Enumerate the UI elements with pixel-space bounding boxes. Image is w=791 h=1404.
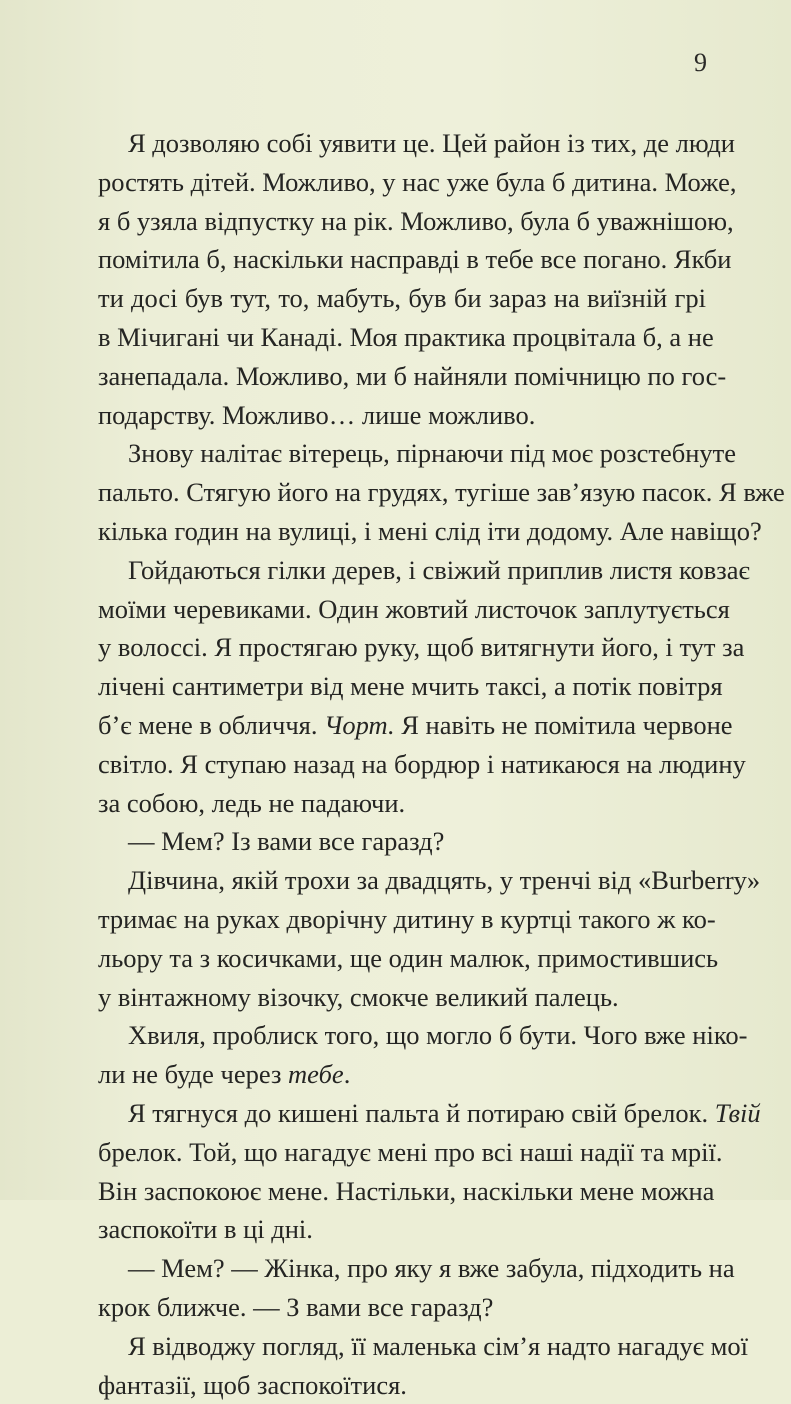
text-segment: кілька годин на вулиці, і мені слід іти додому. Але навіщо? [98,516,762,546]
text-segment: в Мічигані чи Канаді. Моя практика процвітала б, а не [98,322,714,352]
text-segment: Я навіть не помітила червоне [395,710,733,740]
text-segment: лічені сантиметри від мене мчить таксі, а потік повітря [98,671,723,701]
text-line [98,667,706,706]
text-segment: моїми черевиками. Один жовтий листочок заплутується [98,594,730,624]
text-line [98,357,706,396]
text-segment: Хвиля, проблиск того, що могло б бути. Чого вже ніко- [128,1020,747,1050]
text-line [98,1210,706,1249]
text-line [98,512,706,551]
text-segment: у волоссі. Я простягаю руку, щоб витягнути його, і тут за [98,632,744,662]
paragraph [98,1094,706,1249]
paragraph [98,1327,706,1404]
text-line [98,1016,706,1055]
text-line [98,1288,706,1327]
text-line [98,1133,706,1172]
text-line [98,590,706,629]
text-line [98,202,706,241]
text-segment: Знову налітає вітерець, пірнаючи під моє розстебнуте [128,438,736,468]
text-segment: тримає на руках дворічну дитину в куртці такого ж ко- [98,904,716,934]
text-line [98,473,706,512]
text-segment: я б узяла відпустку на рік. Можливо, була б уважнішою, [98,206,734,236]
text-line [98,1172,706,1211]
paragraph [98,434,706,550]
text-segment: Дівчина, якій трохи за двадцять, у тренчі від «Burberry» [128,865,760,895]
text-line [98,978,706,1017]
body-text [98,124,706,1404]
text-line [98,1366,706,1404]
page-number: 9 [694,48,707,78]
text-segment: крок ближче. — З вами все гаразд? [98,1292,493,1322]
text-segment: ли не буде через [98,1059,288,1089]
text-line [98,1055,706,1094]
italic-text: тебе [288,1059,344,1089]
text-line [98,706,706,745]
text-line [98,900,706,939]
text-line [98,396,706,435]
text-segment: Я відводжу погляд, її маленька сім’я надто нагадує мої [128,1331,748,1361]
text-line [98,124,706,163]
text-segment: подарству. Можливо… лише можливо. [98,400,535,430]
text-line [98,939,706,978]
text-line [98,279,706,318]
text-line [98,784,706,823]
text-line [98,318,706,357]
text-segment: за собою, ледь не падаючи. [98,788,405,818]
text-line [98,1327,706,1366]
italic-text: Твій [715,1098,761,1128]
text-segment: — Мем? Із вами все гаразд? [128,826,444,856]
paragraph [98,551,706,823]
text-segment: — Мем? — Жінка, про яку я вже забула, підходить на [128,1253,735,1283]
paragraph [98,822,706,861]
text-segment: світло. Я ступаю назад на бордюр і натикаюся на людину [98,749,746,779]
text-line [98,861,706,900]
text-segment: льору та з косичками, ще один малюк, примостившись [98,943,718,973]
text-segment: брелок. Той, що нагадує мені про всі наші надії та мрії. [98,1137,722,1167]
text-line [98,551,706,590]
text-segment: помітила б, наскільки насправді в тебе все погано. Якби [98,244,731,274]
text-segment: б’є мене в обличчя. [98,710,324,740]
paragraph [98,861,706,1016]
text-segment: занепадала. Можливо, ми б найняли помічницю по гос- [98,361,726,391]
text-segment: ростять дітей. Можливо, у нас уже була б дитина. Може, [98,167,736,197]
text-segment: Я тягнуся до кишені пальта й потираю свій брелок. [128,1098,715,1128]
italic-text: Чорт. [324,710,395,740]
text-line [98,822,706,861]
text-segment: . [344,1059,351,1089]
text-segment: Гойдаються гілки дерев, і свіжий приплив листя ковзає [128,555,750,585]
text-segment: заспокоїти в ці дні. [98,1214,313,1244]
text-line [98,1249,706,1288]
text-line [98,434,706,473]
paragraph [98,1016,706,1094]
text-line [98,745,706,784]
text-segment: фантазії, щоб заспокоїтися. [98,1370,407,1400]
text-line [98,240,706,279]
paragraph [98,1249,706,1327]
text-segment: Він заспокоює мене. Настільки, наскільки мене можна [98,1176,714,1206]
text-line [98,163,706,202]
text-segment: Я дозволяю собі уявити це. Цей район із тих, де люди [128,128,735,158]
text-segment: пальто. Стягую його на грудях, тугіше зав’язую пасок. Я вже [98,477,785,507]
paragraph [98,124,706,434]
text-segment: у вінтажному візочку, смокче великий палець. [98,982,619,1012]
text-line [98,1094,706,1133]
text-segment: ти досі був тут, то, мабуть, був би зараз на виїзній грі [98,283,706,313]
text-line [98,628,706,667]
